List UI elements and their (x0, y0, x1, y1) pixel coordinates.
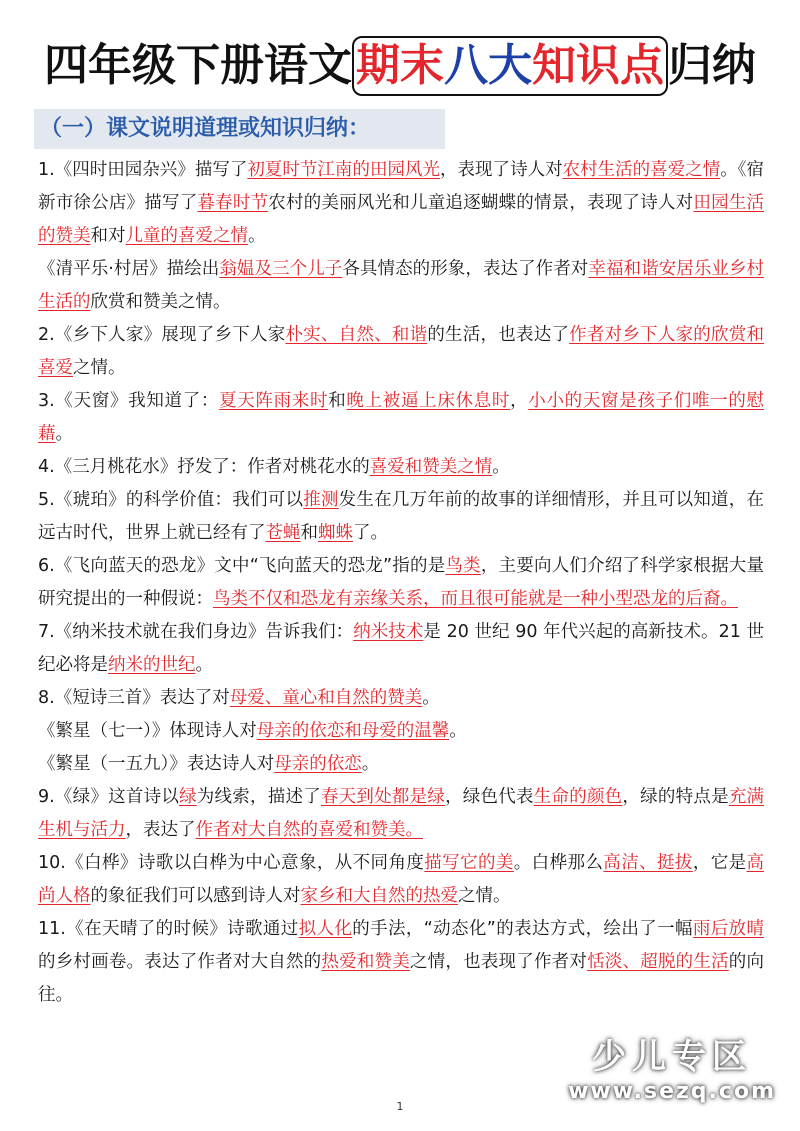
watermark-main: 少儿专区 (592, 1037, 753, 1077)
key-point-text: 苍蝇 (265, 523, 301, 543)
body-text: 各具情态的形象，表达了作者对 (342, 259, 589, 279)
key-point-text: 作者对大自然的喜爱和赞美。 (195, 820, 423, 840)
body-text: 1.《四时田园杂兴》描写了 (38, 160, 248, 180)
key-point-text: 夏天阵雨来时 (219, 391, 329, 411)
paragraph (38, 550, 764, 616)
title-highlight-3: 知识点 (532, 40, 664, 91)
content-body (38, 154, 764, 1012)
body-text: 之情，也表现了作者对 (409, 952, 588, 972)
key-point-text: 家乡和大自然的热爱 (300, 886, 458, 906)
title-suffix: 归纳 (668, 40, 756, 91)
body-text: 欣赏和赞美之情。 (90, 292, 231, 312)
body-text: 7.《纳米技术就在我们身边》告诉我们： (38, 622, 354, 642)
paragraph (38, 319, 764, 385)
key-point-text: 充满生机与活力 (38, 787, 765, 840)
key-point-text: 母亲的依恋和母爱的温馨 (256, 721, 450, 741)
paragraph (38, 913, 764, 1012)
body-text: ，表现了诗人对 (440, 160, 563, 180)
page-title (0, 36, 800, 96)
key-point-text: 母爱、童心和自然的赞美 (229, 688, 423, 708)
body-text: 9.《绿》这首诗以 (38, 787, 180, 807)
key-point-text: 雨后放晴 (692, 919, 765, 939)
body-text: 的象征我们可以感到诗人对 (90, 886, 301, 906)
title-highlight-1: 期末 (356, 40, 444, 91)
key-point-text: 高尚人格 (38, 853, 765, 906)
watermark-logo (568, 1036, 776, 1106)
key-point-text: 纳米的世纪 (108, 655, 196, 675)
key-point-text: 蜘蛛 (318, 523, 353, 543)
key-point-text: 热爱和赞美 (321, 952, 410, 972)
paragraph (38, 154, 764, 253)
body-text: ， (510, 391, 529, 411)
paragraph (38, 781, 764, 847)
body-text: 。 (55, 424, 73, 444)
body-text: 。 (422, 688, 440, 708)
body-text: 的生活，也表达了 (427, 325, 570, 345)
key-point-text: 初夏时节江南的田园风光 (247, 160, 441, 180)
body-text: 和 (328, 391, 347, 411)
key-point-text: 描写它的美 (424, 853, 514, 873)
key-point-text: 幸福和谐安居乐业乡村生活的 (38, 259, 765, 312)
body-text: 《繁星（七一）》体现诗人对 (38, 721, 257, 741)
body-text: 之情。 (73, 358, 126, 378)
title-highlight-2: 八大 (444, 40, 532, 91)
body-text: ，它是 (692, 853, 747, 873)
key-point-text: 推测 (303, 490, 339, 510)
key-point-text: 鸟类不仅和恐龙有亲缘关系，而且很可能就是一种小型恐龙的后裔。 (213, 589, 738, 609)
body-text: 。白桦那么 (513, 853, 604, 873)
paragraph (38, 616, 764, 682)
key-point-text: 田园生活的赞美 (38, 193, 765, 246)
key-point-text: 儿童的喜爱之情 (125, 226, 248, 246)
page-number: 1 (396, 1100, 404, 1113)
title-prefix: 四年级下册语文 (44, 40, 352, 91)
key-point-text: 鸟类 (445, 556, 481, 576)
section-heading: （一）课文说明道理或知识归纳： (34, 109, 445, 149)
key-point-text: 晚上被逼上床休息时 (346, 391, 511, 411)
body-text: 11.《在天晴了的时候》诗歌通过 (38, 919, 299, 939)
body-text: 。 (361, 754, 380, 774)
body-text: 6.《飞向蓝天的恐龙》文中“飞向蓝天的恐龙”指的是 (38, 556, 446, 576)
paragraph (38, 253, 764, 319)
key-point-text: 恬淡、超脱的生活 (587, 952, 729, 972)
key-point-text: 暮春时节 (197, 193, 269, 213)
key-point-text: 翁媪及三个儿子 (219, 259, 343, 279)
key-point-text: 农村生活的喜爱之情 (562, 160, 721, 180)
body-text: 。《宿新市徐公店》描写了 (38, 160, 765, 213)
body-text: 为线索，描述了 (196, 787, 321, 807)
key-point-text: 春天到处都是绿 (320, 787, 446, 807)
key-point-text: 生命的颜色 (533, 787, 623, 807)
body-text: 8.《短诗三首》表达了对 (38, 688, 230, 708)
body-text: 的向往。 (38, 952, 765, 1005)
body-text: 和 (300, 523, 318, 543)
body-text: 5.《琥珀》的科学价值：我们可以 (38, 490, 304, 510)
key-point-text: 拟人化 (298, 919, 353, 939)
key-point-text: 母亲的依恋 (274, 754, 362, 774)
body-text: 10.《白桦》诗歌以白桦为中心意象，从不同角度 (38, 853, 425, 873)
key-point-text: 作者对乡下人家的欣赏和喜爱 (38, 325, 764, 378)
paragraph (38, 715, 764, 748)
body-text: 4.《三月桃花水》抒发了：作者对桃花水的 (38, 457, 370, 477)
key-point-text: 纳米技术 (353, 622, 424, 642)
key-point-text: 高洁、挺拔 (603, 853, 693, 873)
body-text: 《清平乐·村居》描绘出 (38, 259, 220, 279)
body-text: ，绿色代表 (445, 787, 534, 807)
key-point-text: 喜爱和赞美之情 (369, 457, 493, 477)
body-text: ，表达了 (125, 820, 196, 840)
title-highlight-box (352, 36, 668, 96)
key-point-text: 朴实、自然、和谐 (285, 325, 428, 345)
paragraph (38, 484, 764, 550)
paragraph (38, 748, 764, 781)
paragraph (38, 682, 764, 715)
body-text: 是 20 世纪 90 年代兴起的高新技术。21 世纪必将是 (38, 622, 765, 675)
paragraph (38, 847, 764, 913)
key-point-text: 小小的天窗是孩子们唯一的慰藉 (38, 391, 765, 444)
body-text: 3.《天窗》我知道了： (38, 391, 220, 411)
paragraph (38, 451, 764, 484)
body-text: 《繁星（一五九）》表达诗人对 (38, 754, 275, 774)
body-text: 2.《乡下人家》展现了乡下人家 (38, 325, 286, 345)
body-text: 农村的美丽风光和儿童追逐蝴蝶的情景，表现了诗人对 (268, 193, 694, 213)
body-text: 。 (195, 655, 213, 675)
watermark-url: www.sezq.com (568, 1079, 776, 1104)
paragraph (38, 385, 764, 451)
body-text: 和对 (90, 226, 126, 246)
body-text: 了。 (353, 523, 388, 543)
body-text: ，绿的特点是 (622, 787, 729, 807)
body-text: ，主要向人们介绍了科学家根据大量研究提出的一种假说： (38, 556, 765, 609)
body-text: 的手法，“动态化”的表达方式，绘出了一幅 (352, 919, 693, 939)
body-text: 之情。 (458, 886, 511, 906)
body-text: 。 (449, 721, 467, 741)
body-text: 发生在几万年前的故事的详细情形，并且可以知道，在远古时代，世界上就已经有了 (38, 490, 765, 543)
body-text: 。 (248, 226, 266, 246)
body-text: 。 (492, 457, 510, 477)
body-text: 的乡村画卷。表达了作者对大自然的 (38, 952, 322, 972)
key-point-text: 绿 (179, 787, 197, 807)
